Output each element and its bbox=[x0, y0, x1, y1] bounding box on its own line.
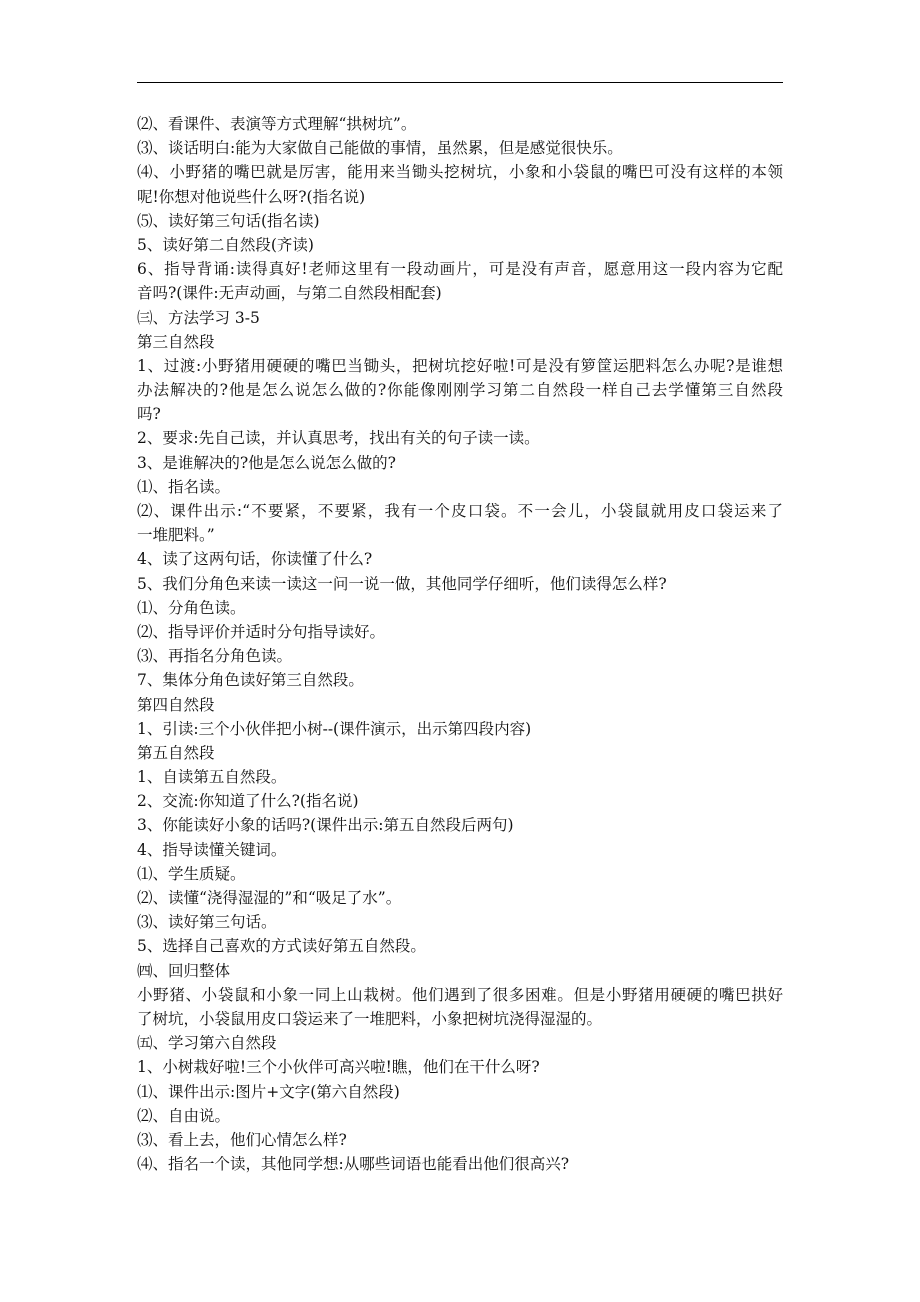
text-line: ⑸、读好第三句话(指名读) bbox=[137, 211, 320, 230]
text-line: 音吗?(课件:无声动画，与第二自然段相配套) bbox=[137, 284, 442, 303]
text-line: 4、指导读懂关键词。 bbox=[137, 840, 287, 859]
text-line: ㈤、学习第六自然段 bbox=[137, 1034, 277, 1053]
header-rule bbox=[137, 82, 783, 83]
text-line: ⑵、指导评价并适时分句指导读好。 bbox=[137, 622, 386, 641]
text-line: ⑶、看上去，他们心情怎么样? bbox=[137, 1130, 347, 1149]
text-line: 5、我们分角色来读一读这一问一说一做，其他同学仔细听，他们读得怎么样? bbox=[137, 574, 667, 593]
text-line: 了树坑，小袋鼠用皮口袋运来了一堆肥料，小象把树坑浇得湿湿的。 bbox=[137, 1009, 603, 1028]
text-line: 3、是谁解决的?他是怎么说怎么做的? bbox=[137, 453, 396, 472]
text-line: 1、小树栽好啦!三个小伙伴可高兴啦!瞧，他们在干什么呀? bbox=[137, 1058, 540, 1077]
text-line: 1、过渡:小野猪用硬硬的嘴巴当锄头，把树坑挖好啦!可是没有箩筐运肥料怎么办呢?是谁想 bbox=[137, 356, 783, 375]
text-line: ⑶、谈话明白:能为大家做自己能做的事情，虽然累，但是感觉很快乐。 bbox=[137, 139, 623, 158]
text-line: 2、交流:你知道了什么?(指名说) bbox=[137, 792, 359, 811]
text-line: 办法解决的?他是怎么说怎么做的?你能像刚刚学习第二自然段一样自己去学懂第三自然段 bbox=[137, 381, 783, 400]
text-line: ⑵、读懂“浇得湿湿的”和“吸足了水”。 bbox=[137, 889, 402, 907]
text-line: 1、自读第五自然段。 bbox=[137, 768, 287, 787]
text-line: 4、读了这两句话，你读懂了什么? bbox=[137, 550, 373, 569]
text-line: 第三自然段 bbox=[137, 332, 215, 351]
text-line: 1、引读:三个小伙伴把小树--(课件演示，出示第四段内容) bbox=[137, 719, 532, 738]
text-line: ⑵、看课件、表演等方式理解“拱树坑”。 bbox=[137, 115, 417, 133]
text-line: 吗? bbox=[137, 405, 161, 424]
text-line: 小野猪、小袋鼠和小象一同上山栽树。他们遇到了很多困难。但是小野猪用硬硬的嘴巴拱好 bbox=[137, 985, 783, 1004]
text-line: 3、你能读好小象的话吗?(课件出示:第五自然段后两句) bbox=[137, 816, 514, 835]
text-line: 5、读好第二自然段(齐读) bbox=[137, 235, 314, 254]
text-line: ⑷、小野猪的嘴巴就是厉害，能用来当锄头挖树坑，小象和小袋鼠的嘴巴可没有这样的本领 bbox=[137, 163, 783, 182]
text-line: 5、选择自己喜欢的方式读好第五自然段。 bbox=[137, 937, 426, 956]
text-line: 第五自然段 bbox=[137, 743, 215, 762]
text-line: 2、要求:先自己读，并认真思考，找出有关的句子读一读。 bbox=[137, 429, 540, 448]
text-line: ㈣、回归整体 bbox=[137, 961, 231, 980]
text-line: 第四自然段 bbox=[137, 695, 215, 714]
text-line: ⑷、指名一个读，其他同学想:从哪些词语也能看出他们很高兴? bbox=[137, 1155, 570, 1174]
text-line: 一堆肥料。” bbox=[137, 526, 215, 545]
text-line: 6、指导背诵:读得真好!老师这里有一段动画片，可是没有声音，愿意用这一段内容为它配 bbox=[137, 260, 783, 279]
text-line: 呢!你想对他说些什么呀?(指名说) bbox=[137, 187, 366, 206]
text-line: ⑶、再指名分角色读。 bbox=[137, 647, 293, 666]
text-line: ⑴、课件出示:图片+文字(第六自然段) bbox=[137, 1082, 400, 1101]
text-line: 7、集体分角色读好第三自然段。 bbox=[137, 671, 364, 690]
text-line: ⑴、学生质疑。 bbox=[137, 864, 246, 883]
document-body bbox=[137, 112, 783, 1176]
text-line: ⑵、课件出示:“不要紧，不要紧，我有一个皮口袋。不一会儿，小袋鼠就用皮口袋运来了 bbox=[137, 502, 783, 520]
text-line: ㈢、方法学习 3-5 bbox=[137, 308, 260, 327]
text-line: ⑵、自由说。 bbox=[137, 1106, 231, 1125]
text-line: ⑶、读好第三句话。 bbox=[137, 913, 277, 932]
text-line: ⑴、指名读。 bbox=[137, 477, 231, 496]
text-line: ⑴、分角色读。 bbox=[137, 598, 246, 617]
